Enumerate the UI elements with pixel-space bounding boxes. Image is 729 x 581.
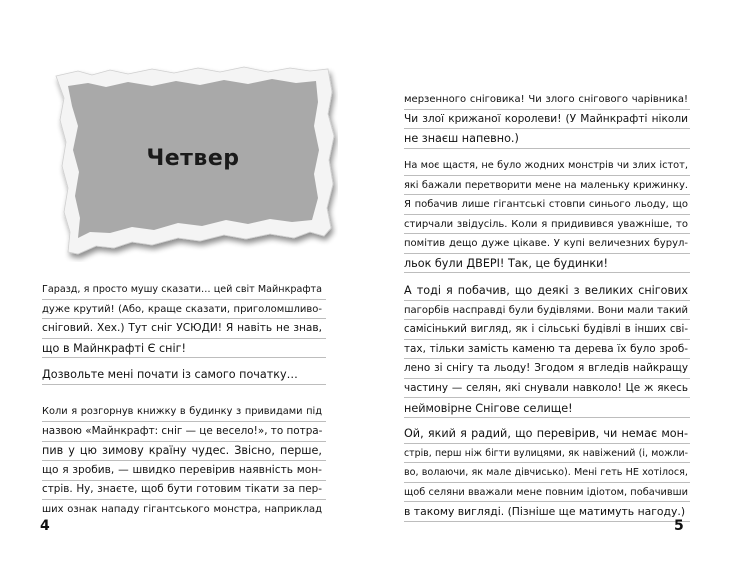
text-line: льок були ДВЕРІ! Так, це будинки! <box>404 256 608 270</box>
text-line: дуже крутий! (Або, краще сказати, приголомшливо- <box>42 303 322 315</box>
ruled-line <box>404 128 690 129</box>
text-line: неймовірне Снігове селище! <box>404 401 573 415</box>
paragraph-1 <box>42 280 322 358</box>
ruled-line <box>42 384 326 385</box>
ruled-line <box>404 521 690 522</box>
text-line: помітив дещо дуже цікаве. У купі величезних бурул- <box>404 238 688 250</box>
text-line: сніговий. Хех.) Тут сніг УСЮДИ! Я навіть не знав, <box>42 322 322 335</box>
ruled-line <box>404 319 690 320</box>
text-line: мерзенного сніговика! Чи злого снігового чарівника! <box>404 94 688 105</box>
text-line: лено зі снігу та льоду! Згодом я вгледів найкращу <box>404 362 688 375</box>
ruled-line <box>404 378 690 379</box>
text-line: щоб селяни вважали мене повним ідіотом, побачивши <box>404 486 688 498</box>
ruled-line <box>42 318 326 319</box>
ruled-line <box>404 194 690 195</box>
ruled-line <box>404 109 690 110</box>
text-line: Дозвольте мені почати із самого початку… <box>42 368 298 381</box>
ruled-line <box>42 460 326 461</box>
right-page <box>364 0 729 581</box>
ruled-line <box>404 443 690 444</box>
ruled-line <box>404 397 690 398</box>
ruled-line <box>404 358 690 359</box>
ruled-line <box>404 339 690 340</box>
page-number-left: 4 <box>40 518 50 534</box>
text-line: що я зробив, — швидко перевірив наявність мон- <box>42 463 322 476</box>
text-line: які бажали перетворити мене на маленьку крижинку. <box>404 179 688 191</box>
ruled-line <box>42 357 326 358</box>
ruled-line <box>42 299 326 300</box>
page-number-right: 5 <box>674 518 684 534</box>
text-line: На моє щастя, не було жодних монстрів чи злих істот, <box>404 160 688 171</box>
ruled-line <box>404 233 690 234</box>
ruled-line <box>404 272 690 273</box>
ruled-line <box>404 175 690 176</box>
left-page <box>0 0 364 581</box>
text-line: во, волаючи, як мале дівчисько). Мені геть НЕ хотілося, <box>404 467 688 479</box>
text-line: тах, тільки замість каменю та дерева їх було зроб- <box>404 342 688 355</box>
text-line: самісінький вигляд, як і сільські будівлі в інших сві- <box>404 324 688 336</box>
text-line: Я побачив лише гігантські стовпи синього льоду, що <box>404 199 688 211</box>
ruled-line <box>42 499 326 500</box>
text-line: А тоді я побачив, що деякі з великих снігових <box>404 284 688 297</box>
ruled-line <box>42 338 326 339</box>
ruled-line <box>404 214 690 215</box>
text-line: Коли я розгорнув книжку в будинку з привидами під <box>42 406 322 417</box>
ruled-line <box>404 148 690 149</box>
ruled-line <box>404 300 690 301</box>
text-line: назвою «Майнкрафт: сніг — це весело!», то потра- <box>42 424 323 437</box>
chapter-title-card <box>48 62 338 262</box>
ruled-line <box>404 417 690 418</box>
text-line: стрів. Ну, знаєте, щоб бути готовим тікати за пер- <box>42 483 322 496</box>
ruled-line <box>404 462 690 463</box>
paragraph-4 <box>404 424 688 522</box>
text-line: ших ознак нападу гігантського монстра, наприклад <box>42 503 322 515</box>
text-line: стрів, перш ніж бігти вулицями, як навіжений (і, можли- <box>404 447 688 459</box>
text-line: Ой, який я радий, що перевірив, чи немає мон- <box>404 427 688 440</box>
ruled-line <box>404 482 690 483</box>
ruled-line <box>42 480 326 481</box>
text-line: пив у цю зимову країну чудес. Звісно, перше, <box>42 444 322 458</box>
text-line: стирчали звідусіль. Коли я придивився уважніше, то <box>404 218 688 230</box>
text-line: пагорбів насправді були будівлями. Вони мали такий <box>404 304 688 316</box>
text-line: не знаєш напевно.) <box>404 132 519 146</box>
paragraph-2 <box>42 365 322 385</box>
chapter-title: Четвер <box>146 146 240 171</box>
text-line: частину — селян, які снували навколо! Це ж якесь <box>404 381 688 394</box>
ruled-line <box>42 441 326 442</box>
text-line: в такому вигляді. (Пізніше ще матимуть нагоду.) <box>404 505 686 519</box>
text-line: що в Майнкрафті Є сніг! <box>42 341 186 355</box>
ruled-line <box>404 253 690 254</box>
ruled-line <box>404 501 690 502</box>
text-line: Гаразд, я просто мушу сказати… цей світ Майнкрафта <box>42 284 322 295</box>
text-line: Чи злої крижаної королеви! (У Майнкрафті ніколи <box>404 112 688 125</box>
ruled-line <box>42 421 326 422</box>
paragraph-1 <box>404 90 688 149</box>
